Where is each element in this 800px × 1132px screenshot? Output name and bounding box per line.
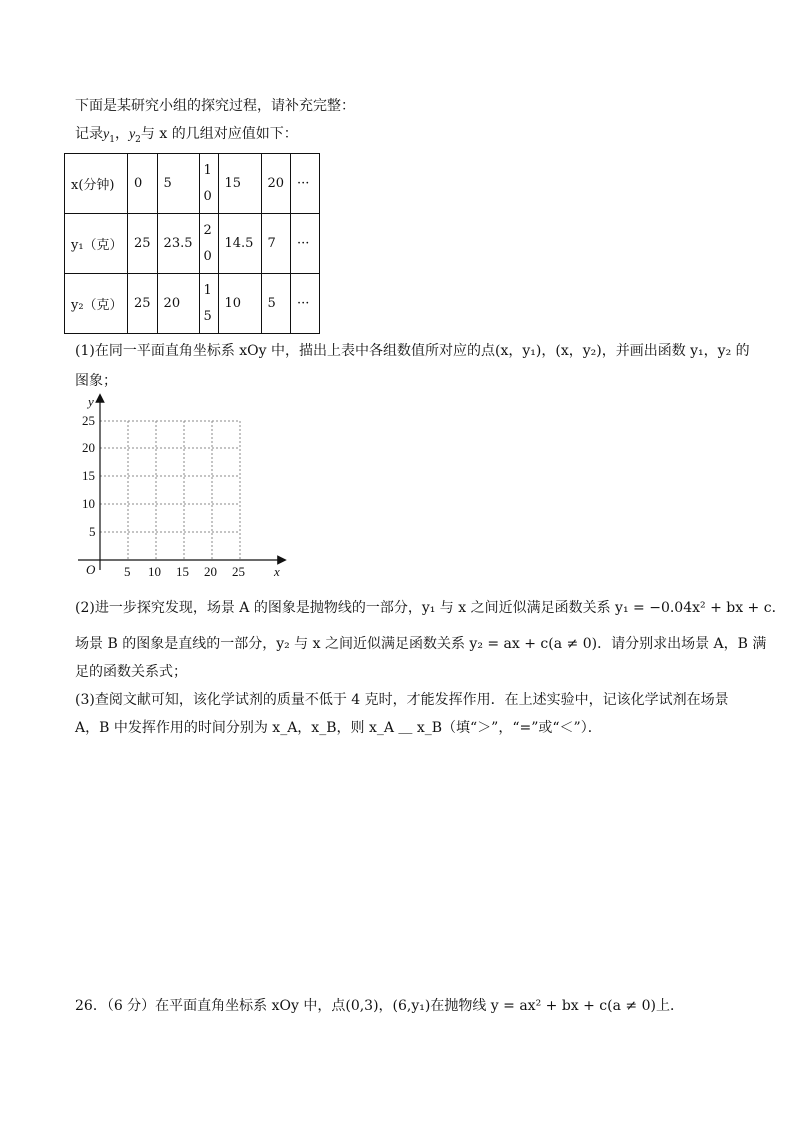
stacked-digit: 0 (203, 248, 212, 264)
y-tick-label: 20 (82, 440, 95, 455)
stacked-digit: 5 (203, 308, 212, 324)
x-tick-label: 5 (124, 564, 131, 579)
y-axis-label: y (88, 394, 94, 409)
origin-label: O (86, 562, 96, 577)
y2-symbol: y (128, 127, 136, 142)
table-cell: y₁（克） (65, 214, 128, 274)
intro-line-2 (75, 124, 298, 150)
table-cell: ··· (291, 274, 320, 334)
data-table (64, 153, 320, 334)
table-cell: 15 (218, 154, 261, 214)
stacked-digit: 1 (203, 282, 212, 298)
question-2-line-1: (2)进一步探究发现，场景 A 的图象是抛物线的一部分，y₁ 与 x 之间近似满足函数关系 y₁ = −0.04x² + bx + c． (75, 600, 786, 616)
table-cell: 5 (157, 154, 199, 214)
intro-suffix: 与 x 的几组对应值如下： (140, 126, 298, 142)
table-cell: ··· (291, 154, 320, 214)
table-cell: 0 (128, 154, 158, 214)
question-26-text: 26．（6 分）在平面直角坐标系 xOy 中，点(0,3)，(6,y₁)在抛物线 y = ax² + bx + c(a ≠ 0)上． (75, 998, 684, 1014)
x-tick-label: 20 (204, 564, 217, 579)
y-tick-label: 15 (82, 468, 95, 483)
grid-lines (100, 421, 240, 560)
y-tick-label: 10 (82, 496, 95, 511)
intro-line-1: 下面是某研究小组的探究过程，请补充完整： (75, 98, 355, 114)
table-cell: 25 (128, 214, 158, 274)
y1-subscript: 1 (109, 134, 115, 145)
table-cell: 7 (261, 214, 291, 274)
x-tick-label: 15 (176, 564, 189, 579)
question-3-line-2: A，B 中发挥作用的时间分别为 x_A，x_B，则 x_A ＿ x_B（填“＞”，“=”或“＜”）． (75, 720, 602, 736)
intro-separator: ， (114, 126, 129, 142)
table-cell: x(分钟) (65, 154, 128, 214)
y-tick-label: 5 (89, 524, 96, 539)
table-cell: ··· (291, 214, 320, 274)
x-tick-label: 25 (232, 564, 245, 579)
table-cell-stacked (199, 214, 218, 274)
stacked-digit: 2 (203, 222, 212, 238)
question-1-text: (1)在同一平面直角坐标系 xOy 中，描出上表中各组数值所对应的点(x，y₁)，(x，y₂)，并画出函数 y₁，y₂ 的 (75, 343, 750, 359)
coordinate-grid (68, 390, 298, 590)
table-cell-stacked (199, 154, 218, 214)
table-row-y1 (65, 214, 320, 274)
x-tick-label: 10 (148, 564, 161, 579)
question-2-line-3: 足的函数关系式； (75, 664, 187, 680)
x-axis-label: x (274, 564, 280, 579)
table-cell: 5 (261, 274, 291, 334)
table-cell-stacked (199, 274, 218, 334)
table-cell: 23.5 (157, 214, 199, 274)
y-tick-label: 25 (82, 413, 95, 428)
question-3-line-1: (3)查阅文献可知，该化学试剂的质量不低于 4 克时，才能发挥作用．在上述实验中，记该化学试剂在场景 (75, 692, 729, 708)
table-cell: 14.5 (218, 214, 261, 274)
table-row-x (65, 154, 320, 214)
question-1-text-cont: 图象； (75, 373, 117, 389)
table-cell: y₂（克） (65, 274, 128, 334)
table-row-y2 (65, 274, 320, 334)
table-cell: 25 (128, 274, 158, 334)
table-cell: 20 (261, 154, 291, 214)
question-2-line-2: 场景 B 的图象是直线的一部分，y₂ 与 x 之间近似满足函数关系 y₂ = ax + c(a ≠ 0)．请分别求出场景 A，B 满 (75, 636, 767, 652)
stacked-digit: 0 (203, 188, 212, 204)
stacked-digit: 1 (203, 162, 212, 178)
y1-symbol: y (103, 127, 110, 142)
table-cell: 20 (157, 274, 199, 334)
y2-subscript: 2 (135, 134, 141, 145)
intro-prefix: 记录 (75, 126, 103, 142)
table-cell: 10 (218, 274, 261, 334)
